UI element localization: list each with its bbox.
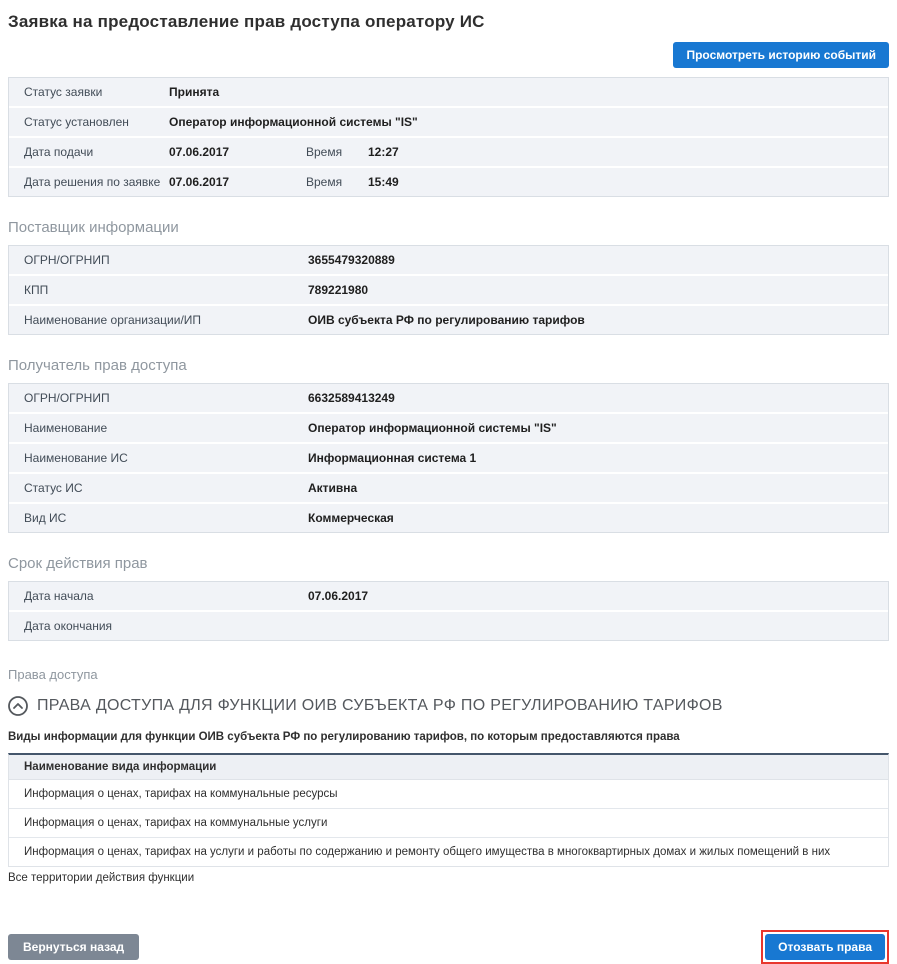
table-row: [9, 444, 888, 472]
row-value: ОИВ субъекта РФ по регулированию тарифов: [308, 313, 585, 327]
chevron-up-circle-icon[interactable]: [8, 696, 28, 716]
row-value: Оператор информационной системы "IS": [169, 115, 418, 129]
revoke-button-highlight: [761, 930, 889, 964]
recipient-table: [8, 383, 889, 533]
row-label: Статус заявки: [24, 85, 103, 99]
row-label: Вид ИС: [24, 511, 67, 525]
supplier-table: [8, 245, 889, 335]
table-row: [9, 582, 888, 610]
table-row: [9, 474, 888, 502]
row-label: Дата подачи: [24, 145, 94, 159]
row-value: 789221980: [308, 283, 369, 297]
row-value: 07.06.2017: [169, 145, 230, 159]
table-row: [9, 384, 888, 412]
row-value: 07.06.2017: [169, 175, 230, 189]
time-value: 15:49: [368, 175, 399, 189]
info-table-header: Наименование вида информации: [9, 755, 888, 780]
table-row: Информация о ценах, тарифах на коммунальные услуги: [9, 809, 888, 838]
section-title-validity: Срок действия прав: [8, 555, 148, 572]
row-label: ОГРН/ОГРНИП: [24, 253, 110, 267]
row-value: 3655479320889: [308, 253, 395, 267]
row-value: Информационная система 1: [308, 451, 477, 465]
row-value: 07.06.2017: [308, 589, 369, 603]
toolbar: [8, 42, 889, 68]
validity-table: [8, 581, 889, 641]
info-types-subtitle: Виды информации для функции ОИВ субъекта РФ по регулированию тарифов, по которым предоставляются права: [8, 731, 680, 743]
group-header-title: ПРАВА ДОСТУПА ДЛЯ ФУНКЦИИ ОИВ СУБЪЕКТА РФ ПО РЕГУЛИРОВАНИЮ ТАРИФОВ: [37, 697, 723, 714]
access-rights-group-header[interactable]: [8, 696, 889, 716]
table-row: [9, 246, 888, 274]
page-title: Заявка на предоставление прав доступа оператору ИС: [8, 12, 485, 31]
table-row: [9, 138, 888, 166]
row-value: Оператор информационной системы "IS": [308, 421, 557, 435]
row-label: Наименование: [24, 421, 108, 435]
row-value: Принята: [169, 85, 220, 99]
section-title-supplier: Поставщик информации: [8, 219, 179, 236]
back-button[interactable]: Вернуться назад: [8, 934, 139, 960]
section-title-recipient: Получатель прав доступа: [8, 357, 187, 374]
info-types-table: [8, 753, 889, 867]
table-row: [9, 78, 888, 106]
status-table: [8, 77, 889, 197]
view-history-button[interactable]: Просмотреть историю событий: [673, 42, 889, 68]
row-label: Дата начала: [24, 589, 94, 603]
row-label: КПП: [24, 283, 49, 297]
row-label: Дата решения по заявке: [24, 175, 161, 189]
table-row: [9, 108, 888, 136]
time-label: Время: [306, 145, 343, 159]
table-row: [9, 612, 888, 640]
table-row: [9, 276, 888, 304]
revoke-rights-button[interactable]: Отозвать права: [765, 934, 885, 960]
table-row: Информация о ценах, тарифах на услуги и работы по содержанию и ремонту общего имущества в многоквартирных домах и жилых помещений в них: [9, 838, 888, 866]
time-label: Время: [306, 175, 343, 189]
table-row: [9, 306, 888, 334]
row-value: Активна: [308, 481, 358, 495]
row-label: Статус ИС: [24, 481, 83, 495]
section-title-access-rights: Права доступа: [8, 667, 98, 682]
footer-actions: [8, 930, 889, 964]
table-row: Информация о ценах, тарифах на коммунальные ресурсы: [9, 780, 888, 809]
row-label: Статус установлен: [24, 115, 129, 129]
time-value: 12:27: [368, 145, 399, 159]
row-label: Наименование организации/ИП: [24, 313, 202, 327]
row-value: Коммерческая: [308, 511, 394, 525]
row-label: Дата окончания: [24, 619, 113, 633]
table-row: [9, 504, 888, 532]
row-value: 6632589413249: [308, 391, 395, 405]
row-label: ОГРН/ОГРНИП: [24, 391, 110, 405]
territories-note: Все территории действия функции: [8, 872, 195, 884]
table-row: [9, 168, 888, 196]
row-label: Наименование ИС: [24, 451, 128, 465]
table-row: [9, 414, 888, 442]
